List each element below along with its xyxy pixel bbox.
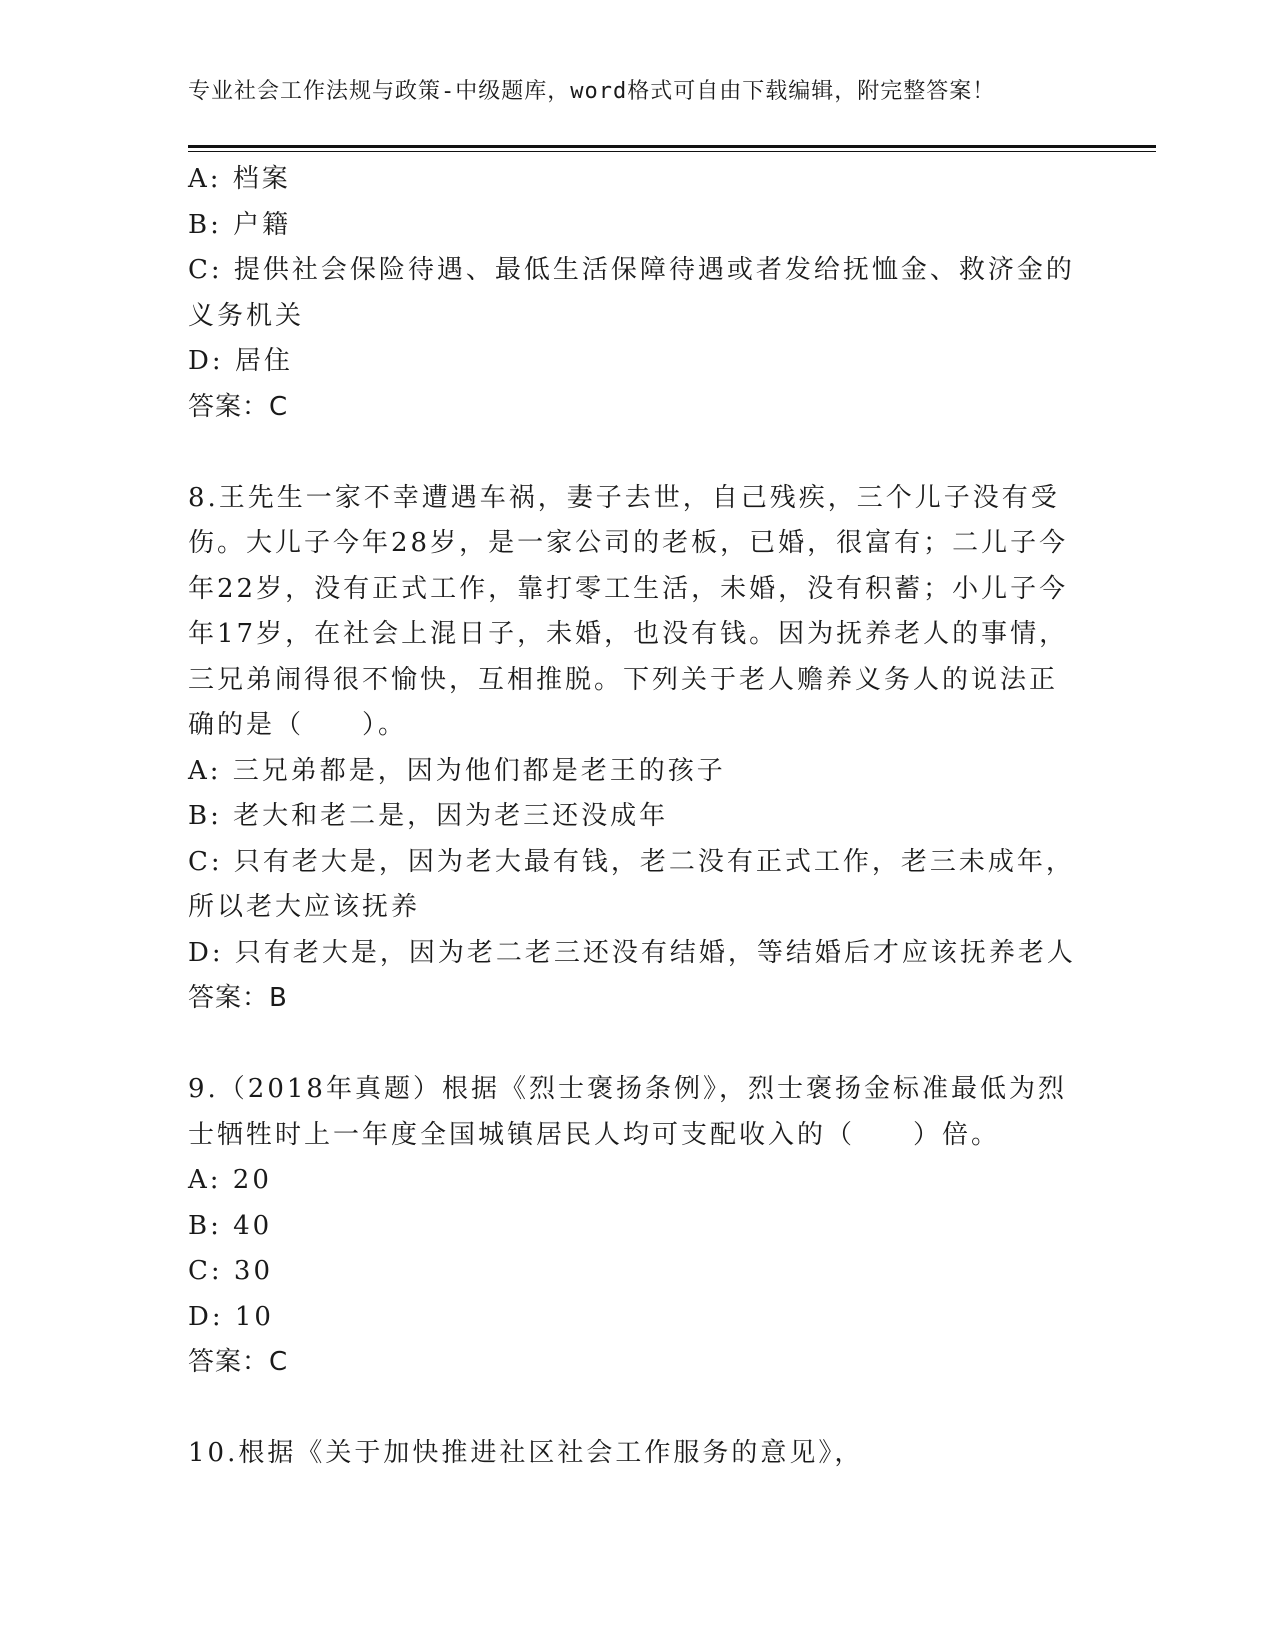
q8-stem-line2: 伤。大儿子今年28岁，是一家公司的老板，已婚，很富有；二儿子今 [188,528,1069,558]
spacer [188,1022,1088,1068]
q8-option-b: B: 老大和老二是，因为老三还没成年 [188,801,669,831]
q7-option-c-line2: 义务机关 [188,300,305,331]
q7-option-b: B: 户籍 [188,209,292,240]
q8-stem-line3: 年22岁，没有正式工作，靠打零工生活，未婚，没有积蓄；小儿子今 [188,573,1069,604]
spacer [188,1386,1088,1432]
q8-answer: 答案：B [188,983,288,1013]
q9-option-a: A: 20 [188,1165,272,1195]
q7-answer: 答案：C [188,391,289,422]
q9-option-c: C: 30 [188,1256,274,1286]
q8-stem-line6: 确的是（ ）。 [188,710,408,740]
q8-stem-line1: 8.王先生一家不幸遭遇车祸，妻子去世，自己残疾，三个儿子没有受 [188,482,1060,513]
q7-option-d: D: 居住 [188,346,293,376]
q8-option-c-line1: C: 只有老大是，因为老大最有钱，老二没有正式工作，老三未成年， [188,846,1075,877]
q9-stem-line2: 士牺牲时上一年度全国城镇居民人均可支配收入的（ ）倍。 [188,1119,1001,1150]
q10-stem: 10.根据《关于加快推进社区社会工作服务的意见》， [188,1438,864,1468]
q7-option-c-line1: C: 提供社会保险待遇、最低生活保障待遇或者发给抚恤金、救济金的 [188,255,1075,285]
header-rule-thick [188,145,1156,148]
q8-stem-line5: 三兄弟闹得很不愉快，互相推脱。下列关于老人赡养义务人的说法正 [188,664,1059,695]
q8-option-c-line2: 所以老大应该抚养 [188,892,421,922]
q8-option-a: A: 三兄弟都是，因为他们都是老王的孩子 [188,755,726,786]
q9-option-b: B: 40 [188,1210,273,1241]
q9-option-d: D: 10 [188,1301,274,1332]
header-rule-thin [188,151,1156,152]
q9-stem-line1: 9.（2018年真题）根据《烈士褒扬条例》，烈士褒扬金标准最低为烈 [188,1074,1067,1104]
q8-option-d: D: 只有老大是，因为老二老三还没有结婚，等结婚后才应该抚养老人 [188,937,1076,968]
document-header: 专业社会工作法规与政策-中级题库，word格式可自由下载编辑，附完整答案！ [188,79,996,104]
q9-answer: 答案：C [188,1347,289,1377]
q8-stem-line4: 年17岁，在社会上混日子，未婚，也没有钱。因为抚养老人的事情， [188,619,1069,649]
spacer [188,430,1088,476]
q7-option-a: A: 档案 [188,164,291,194]
question-content [188,157,1088,1477]
